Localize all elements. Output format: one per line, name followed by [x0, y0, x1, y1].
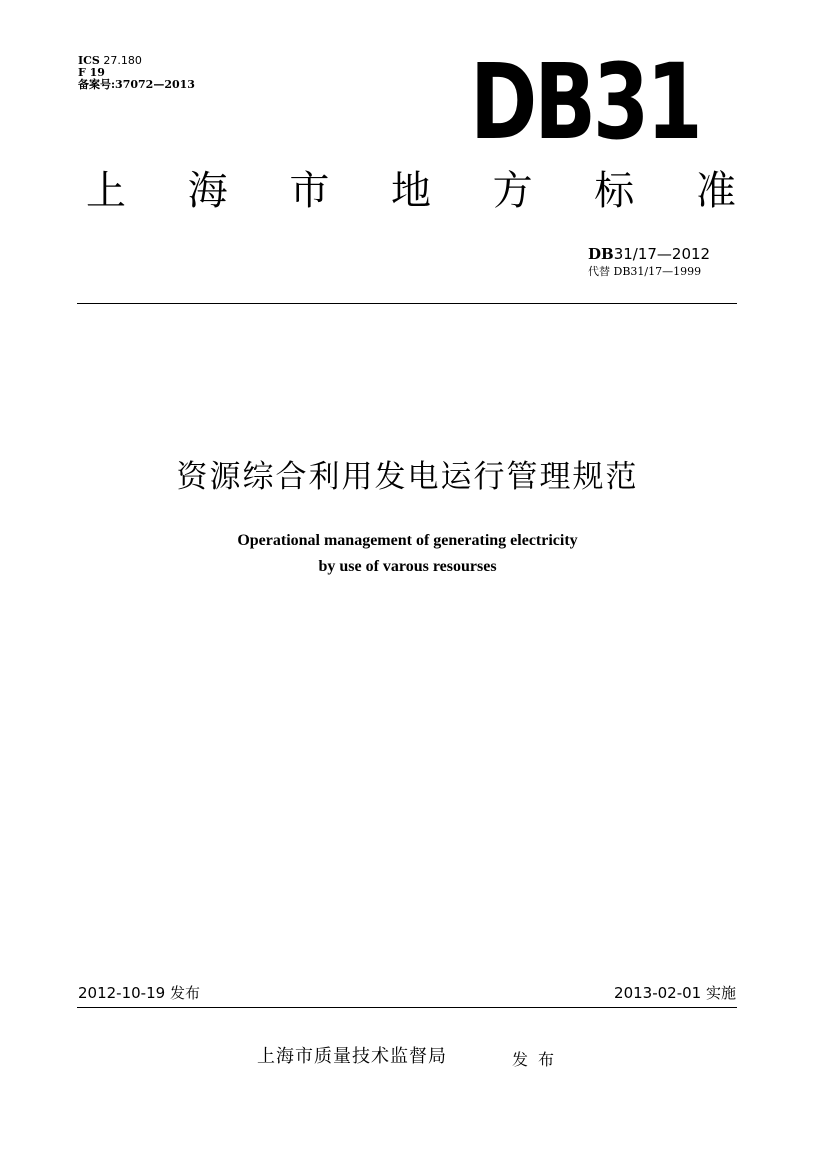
standard-type-char: 市 [289, 168, 330, 214]
standard-code-prefix: DB [588, 245, 614, 263]
document-title-english-line1: Operational management of generating electricity [237, 532, 578, 549]
document-title-english-line2: by use of varous resourses [318, 558, 497, 575]
ics-value: 27.180 [103, 54, 142, 67]
implement-date: 2013-02-01 实施 [614, 984, 736, 1002]
standard-type-char: 地 [390, 168, 431, 214]
metadata-block [78, 55, 195, 91]
standard-type-title [86, 166, 736, 216]
filing-number: 备案号:37072—2013 [78, 78, 195, 91]
standard-type-char: 海 [187, 168, 228, 214]
standard-type-char: 标 [594, 168, 635, 214]
standard-type-char: 准 [695, 168, 736, 214]
footer-divider [77, 1007, 737, 1008]
publish-date: 2012-10-19 发布 [78, 984, 200, 1002]
ics-label: ICS [78, 54, 100, 67]
issuing-authority: 上海市质量技术监督局 [257, 1046, 447, 1067]
standard-type-char: 上 [86, 168, 126, 214]
header-divider [77, 303, 737, 304]
replaces-code: 代替 DB31/17—1999 [588, 265, 702, 278]
db31-logo: DB31 [470, 41, 700, 163]
issued-label: 发布 [512, 1050, 565, 1069]
standard-code-number: 31/17—2012 [613, 245, 711, 263]
standard-type-char: 方 [492, 168, 533, 214]
standard-code [588, 246, 710, 263]
document-title-chinese: 资源综合利用发电运行管理规范 [176, 459, 639, 495]
category-code: F 19 [78, 66, 105, 79]
